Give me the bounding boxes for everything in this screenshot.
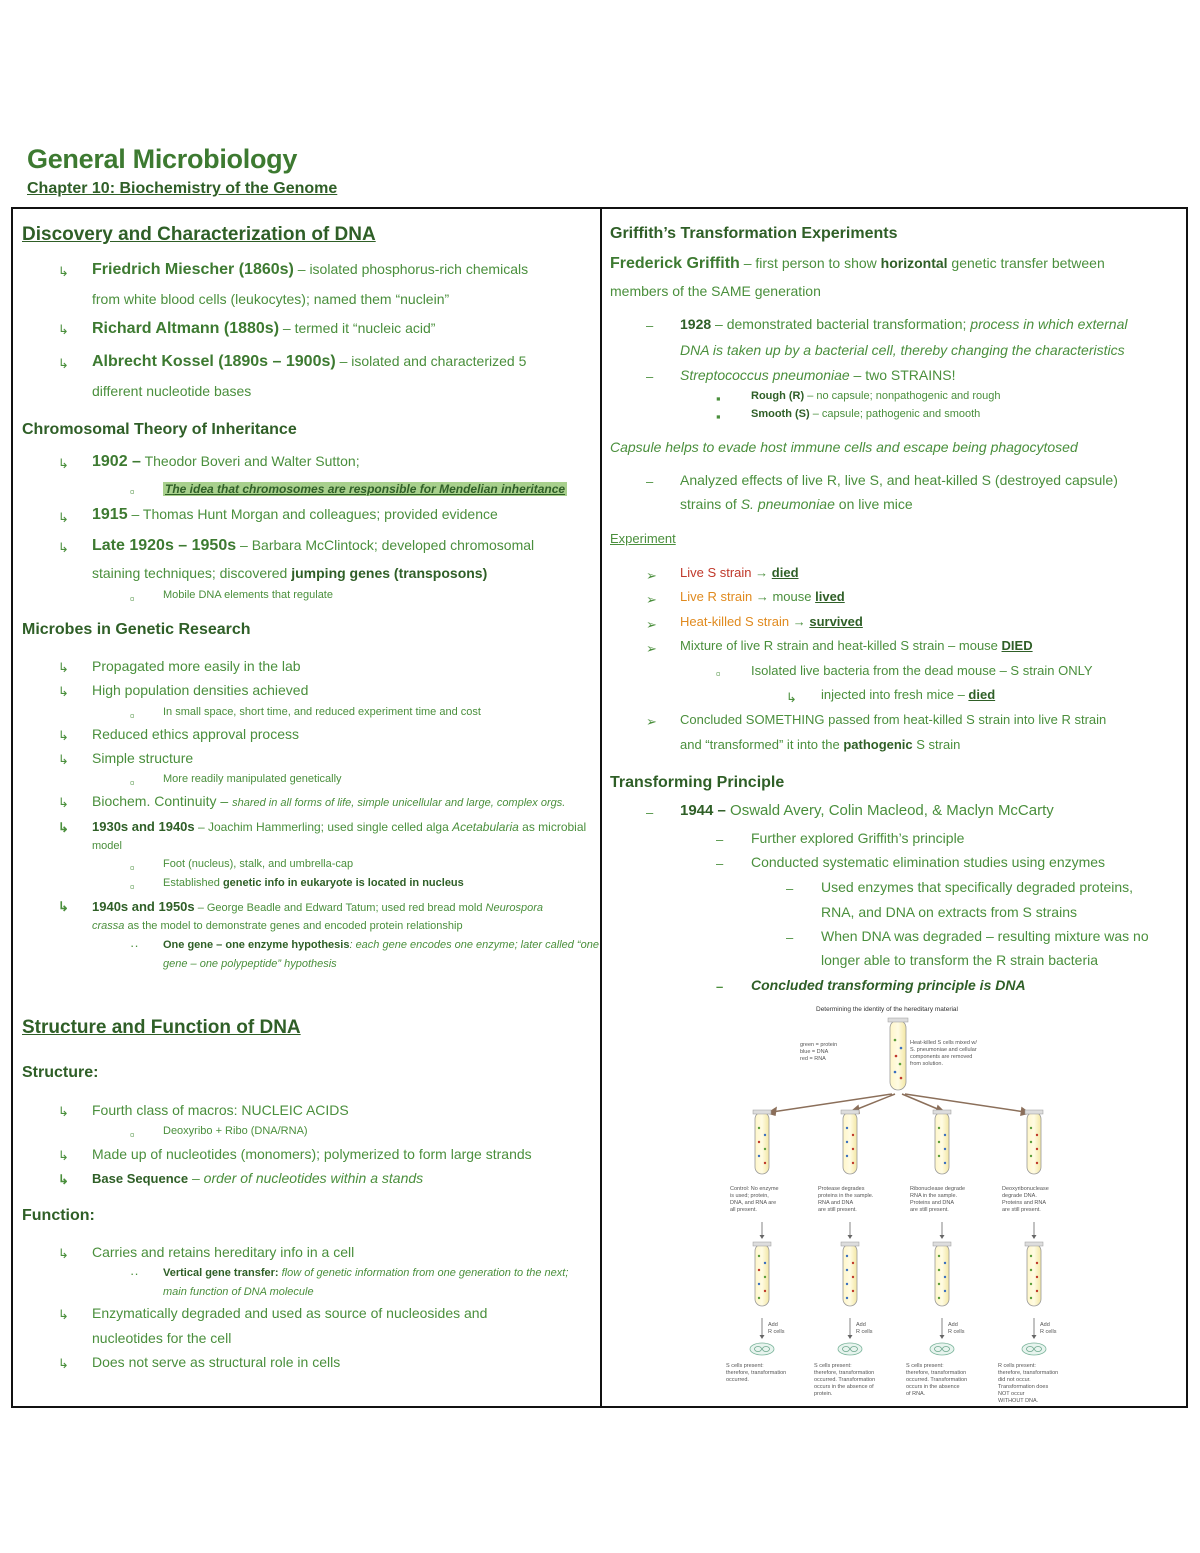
enzyme-caption: Proteins and DNA: [910, 1200, 955, 1206]
sub-item: Smooth (S) – capsule; pathogenic and smooth: [751, 408, 981, 420]
figure-captions: [726, 1186, 1058, 1404]
dash-bullet-icon: –: [716, 979, 724, 994]
add-r-cells-label: Add: [1040, 1322, 1050, 1328]
sub-item: Further explored Griffith’s principle: [751, 830, 965, 846]
experiment-item: Mixture of live R strain and heat-killed S strain – mouse DIED: [680, 638, 1033, 653]
microbes-heading: Microbes in Genetic Research: [22, 621, 251, 638]
arrow-bullet-icon: ↳: [58, 660, 69, 675]
square-bullet-icon: ▫: [130, 775, 135, 790]
sub-item: Vertical gene transfer: flow of genetic information from one generation to the next;: [163, 1267, 569, 1279]
dash-bullet-icon: ··: [130, 938, 139, 953]
r-cell-tube: [841, 1242, 859, 1306]
enzyme-caption: Control: No enzyme: [730, 1186, 779, 1192]
down-arrow: [940, 1222, 945, 1239]
add-r-cells-label: R cells: [856, 1329, 873, 1335]
down-arrow: [1032, 1222, 1037, 1239]
conclusion-item-continued: and “transformed” it into the pathogenic S strain: [680, 737, 961, 752]
avery-experiment-figure: [720, 1000, 1100, 1405]
enzyme-caption: RNA and DNA: [818, 1200, 854, 1206]
paragraph-continued: members of the SAME generation: [610, 283, 821, 299]
dash-bullet-icon: –: [646, 318, 654, 333]
list-item: 1940s and 1950s – George Beadle and Edward Tatum; used red bread mold Neurospora: [92, 899, 543, 914]
experiment-sub-item: Isolated live bacteria from the dead mouse – S strain ONLY: [751, 663, 1093, 678]
enzyme-caption: DNA, and RNA are: [730, 1200, 777, 1206]
list-item: Streptococcus pneumoniae – two STRAINS!: [680, 367, 956, 383]
arrow-bullet-icon: ↳: [58, 510, 69, 525]
legend-rna: red = RNA: [800, 1056, 826, 1062]
document-title: General Microbiology: [27, 144, 298, 174]
arrow-bullet-icon: ➢: [646, 568, 657, 583]
square-bullet-icon: ▫: [130, 1127, 135, 1142]
sub-sub-item: When DNA was degraded – resulting mixture was no: [821, 928, 1149, 944]
list-item-continued: different nucleotide bases: [92, 383, 252, 399]
arrow-bullet-icon: ➢: [646, 714, 657, 729]
list-item: Albrecht Kossel (1890s – 1900s) – isolated and characterized 5: [92, 353, 527, 370]
result-caption: S cells present:: [814, 1363, 852, 1369]
list-item: Simple structure: [92, 750, 194, 766]
square-bullet-icon: ▫: [130, 860, 135, 875]
arrow-bullet-icon: ↳: [58, 540, 69, 555]
conclusion-item: Concluded SOMETHING passed from heat-killed S strain into live R strain: [680, 712, 1107, 727]
sub-item: Foot (nucleus), stalk, and umbrella-cap: [163, 858, 354, 870]
source-tube: [888, 1018, 908, 1090]
add-r-cells-label: Add: [948, 1322, 958, 1328]
down-arrow: [848, 1318, 853, 1339]
r-cell-tube: [753, 1242, 771, 1306]
enzyme-caption: Proteins and RNA: [1002, 1200, 1047, 1206]
sub-item: Mobile DNA elements that regulate: [163, 589, 333, 601]
list-item: Does not serve as structural role in cells: [92, 1354, 341, 1370]
dash-bullet-icon: ··: [130, 1266, 139, 1281]
arrow-bullet-icon: ↳: [58, 1246, 69, 1261]
sub-item-continued: gene – one polypeptide” hypothesis: [163, 958, 337, 970]
dash-bullet-icon: ▪: [716, 391, 721, 406]
dash-bullet-icon: –: [646, 474, 654, 489]
arrow-bullet-icon: ↳: [58, 1172, 69, 1187]
square-bullet-icon: ▫: [130, 484, 135, 499]
sub-item: Deoxyribo + Ribo (DNA/RNA): [163, 1125, 308, 1137]
figure-title: Determining the identity of the hereditary material: [816, 1006, 958, 1013]
list-item: 1902 – Theodor Boveri and Walter Sutton;: [92, 453, 360, 470]
experiment-label: Experiment: [610, 531, 676, 546]
add-r-cells-label: Add: [856, 1322, 866, 1328]
enzyme-caption: are still present.: [1002, 1207, 1041, 1213]
figure-note: components are removed: [910, 1054, 973, 1060]
griffith-heading: Griffith’s Transformation Experiments: [610, 225, 898, 242]
dash-bullet-icon: ▪: [716, 409, 721, 424]
chromosomal-heading: Chromosomal Theory of Inheritance: [22, 421, 297, 438]
result-caption: therefore, transformation: [998, 1370, 1059, 1376]
list-item: High population densities achieved: [92, 682, 309, 698]
list-item: 1930s and 1940s – Joachim Hammerling; used single celled alga Acetabularia as microbial: [92, 819, 587, 834]
add-r-cells-label: R cells: [1040, 1329, 1057, 1335]
result-caption: occurred. Transformation: [814, 1377, 876, 1383]
arrow-bullet-icon: ↳: [58, 1307, 69, 1322]
list-item: Enzymatically degraded and used as source of nucleosides and: [92, 1305, 488, 1321]
list-item: Analyzed effects of live R, live S, and heat-killed S (destroyed capsule): [680, 472, 1118, 488]
list-item-continued: model: [92, 840, 122, 852]
dash-bullet-icon: –: [786, 930, 794, 945]
arrow-bullet-icon: ➢: [646, 641, 657, 656]
list-item: 1944 – Oswald Avery, Colin Macleod, & Maclyn McCarty: [680, 802, 1054, 819]
list-item: Biochem. Continuity – shared in all forms of life, simple unicellular and large, complex orgs.: [92, 793, 566, 809]
sub-item: One gene – one enzyme hypothesis: each gene encodes one enzyme; later called “one: [163, 939, 599, 951]
list-item: Late 1920s – 1950s – Barbara McClintock; developed chromosomal: [92, 537, 535, 554]
list-item: Carries and retains hereditary info in a cell: [92, 1244, 355, 1260]
sub-item-conclusion: Concluded transforming principle is DNA: [751, 977, 1026, 993]
result-caption: NOT occur: [998, 1391, 1025, 1397]
result-caption: R cells present:: [998, 1363, 1036, 1369]
add-r-cells-label: R cells: [768, 1329, 785, 1335]
petri-dish: [1022, 1343, 1046, 1355]
result-caption: WITHOUT DNA.: [998, 1398, 1039, 1404]
list-item-continued: strains of S. pneumoniae on live mice: [680, 496, 913, 512]
arrow-bullet-icon: ➢: [646, 592, 657, 607]
arrow-bullet-icon: ↳: [786, 690, 797, 705]
dash-bullet-icon: –: [716, 832, 724, 847]
enzyme-caption: proteins in the sample.: [818, 1193, 874, 1199]
arrow-bullet-icon: ➢: [646, 617, 657, 632]
arrow-bullet-icon: ↳: [58, 264, 69, 279]
arrow-bullet-icon: ↳: [58, 899, 69, 914]
arrow-bullet-icon: ↳: [58, 1356, 69, 1371]
dash-bullet-icon: –: [646, 369, 654, 384]
sub-item: Rough (R) – no capsule; nonpathogenic and rough: [751, 390, 1001, 402]
arrow-bullet-icon: ↳: [58, 728, 69, 743]
arrow-bullet-icon: ↳: [58, 356, 69, 371]
arrow-bullet-icon: ↳: [58, 1104, 69, 1119]
sub-item-continued: main function of DNA molecule: [163, 1286, 314, 1298]
square-bullet-icon: ▫: [716, 666, 721, 681]
sub-item: Conducted systematic elimination studies using enzymes: [751, 854, 1106, 870]
enzyme-caption: are still present.: [910, 1207, 949, 1213]
petri-dish: [930, 1343, 954, 1355]
result-caption: S cells present:: [726, 1363, 764, 1369]
arrow-bullet-icon: ↳: [58, 322, 69, 337]
result-caption: occurs in the absence: [906, 1384, 960, 1390]
r-cell-tubes: [750, 1222, 1046, 1355]
enzyme-caption: is used; protein,: [730, 1193, 769, 1199]
petri-dish: [838, 1343, 862, 1355]
square-bullet-icon: ▫: [130, 879, 135, 894]
column-divider: [600, 207, 602, 1408]
list-item: Friedrich Miescher (1860s) – isolated phosphorus-rich chemicals: [92, 261, 529, 278]
enzyme-caption: degrade DNA.: [1002, 1193, 1037, 1199]
result-caption: protein.: [814, 1391, 833, 1397]
sub-sub-item-continued: RNA, and DNA on extracts from S strains: [821, 904, 1077, 920]
structure-heading: Structure and Function of DNA: [22, 1017, 301, 1038]
result-caption: occurred.: [726, 1377, 749, 1383]
discovery-heading: Discovery and Characterization of DNA: [22, 224, 376, 245]
result-caption: of RNA.: [906, 1391, 926, 1397]
figure-note: Heat-killed S cells mixed w/: [910, 1040, 977, 1046]
function-subheading: Function:: [22, 1207, 95, 1224]
result-caption: therefore, transformation: [906, 1370, 967, 1376]
down-arrow: [1032, 1318, 1037, 1339]
enzyme-tubes: [753, 1110, 1043, 1174]
enzyme-caption: all present.: [730, 1207, 757, 1213]
experiment-item: Live R strain → mouse lived: [680, 589, 845, 604]
arrow-bullet-icon: ↳: [58, 795, 69, 810]
list-item: Fourth class of macros: NUCLEIC ACIDS: [92, 1102, 349, 1118]
enzyme-tube: [753, 1110, 771, 1174]
figure-note: from solution.: [910, 1061, 944, 1067]
enzyme-caption: Protease degrades: [818, 1186, 865, 1192]
sub-item: More readily manipulated genetically: [163, 773, 342, 785]
chapter-title: Chapter 10: Biochemistry of the Genome: [27, 180, 338, 197]
branch-arrows: [768, 1094, 1029, 1115]
result-caption: Transformation does: [998, 1384, 1049, 1390]
transforming-principle-heading: Transforming Principle: [610, 774, 785, 791]
result-caption: therefore, transformation: [814, 1370, 875, 1376]
list-item-continued: nucleotides for the cell: [92, 1330, 232, 1346]
enzyme-tube: [1025, 1110, 1043, 1174]
sub-item: Established genetic info in eukaryote is located in nucleus: [163, 877, 464, 889]
highlighted-sub-item: The idea that chromosomes are responsible for Mendelian inheritance: [165, 482, 566, 496]
down-arrow: [760, 1222, 765, 1239]
result-caption: therefore, transformation: [726, 1370, 787, 1376]
sub-sub-item-continued: longer able to transform the R strain bacteria: [821, 952, 1099, 968]
add-r-cells-label: Add: [768, 1322, 778, 1328]
list-item: Richard Altmann (1880s) – termed it “nucleic acid”: [92, 320, 436, 337]
dash-bullet-icon: –: [786, 881, 794, 896]
enzyme-caption: Deoxyribonuclease: [1002, 1186, 1049, 1192]
result-caption: did not occur.: [998, 1377, 1031, 1383]
result-caption: occurred. Transformation: [906, 1377, 968, 1383]
list-item-continued: DNA is taken up by a bacterial cell, thereby changing the characteristics: [680, 342, 1125, 358]
experiment-sub-sub-item: injected into fresh mice – died: [821, 687, 996, 702]
enzyme-tube: [841, 1110, 859, 1174]
r-cell-tube: [1025, 1242, 1043, 1306]
sub-item: In small space, short time, and reduced experiment time and cost: [163, 706, 481, 718]
arrow-bullet-icon: ↳: [58, 820, 69, 835]
result-caption: S cells present:: [906, 1363, 944, 1369]
enzyme-caption: are still present.: [818, 1207, 857, 1213]
capsule-note: Capsule helps to evade host immune cells and escape being phagocytosed: [610, 439, 1078, 455]
list-item: Base Sequence – order of nucleotides within a stands: [92, 1170, 424, 1186]
legend-dna: blue = DNA: [800, 1049, 829, 1055]
down-arrow: [940, 1318, 945, 1339]
arrow-bullet-icon: ↳: [58, 1148, 69, 1163]
square-bullet-icon: ▫: [130, 591, 135, 606]
arrow-bullet-icon: ↳: [58, 752, 69, 767]
structure-subheading: Structure:: [22, 1064, 99, 1081]
enzyme-caption: Ribonuclease degrade: [910, 1186, 966, 1192]
enzyme-tube: [933, 1110, 951, 1174]
list-item: Reduced ethics approval process: [92, 726, 300, 742]
sub-sub-item: Used enzymes that specifically degraded proteins,: [821, 879, 1134, 895]
list-item-continued: crassa as the model to demonstrate genes and encoded protein relationship: [92, 920, 463, 932]
enzyme-caption: RNA in the sample.: [910, 1193, 958, 1199]
figure-note: S. pneumoniae and cellular: [910, 1047, 977, 1053]
list-item: 1915 – Thomas Hunt Morgan and colleagues; provided evidence: [92, 506, 498, 523]
list-item: Made up of nucleotides (monomers); polymerized to form large strands: [92, 1146, 532, 1162]
dash-bullet-icon: –: [716, 856, 724, 871]
square-bullet-icon: ▫: [130, 708, 135, 723]
down-arrow: [760, 1318, 765, 1339]
list-item: Propagated more easily in the lab: [92, 658, 301, 674]
experiment-item: Live S strain → died: [680, 565, 799, 580]
add-r-cells-label: R cells: [948, 1329, 965, 1335]
experiment-item: Heat-killed S strain → survived: [680, 614, 863, 629]
result-caption: occurs in the absence of: [814, 1384, 874, 1390]
list-item-continued: from white blood cells (leukocytes); named them “nuclein”: [92, 291, 450, 307]
list-item-continued: staining techniques; discovered jumping genes (transposons): [92, 565, 488, 581]
petri-dish: [750, 1343, 774, 1355]
arrow-bullet-icon: ↳: [58, 684, 69, 699]
arrow-bullet-icon: ↳: [58, 456, 69, 471]
paragraph: Frederick Griffith – first person to show horizontal genetic transfer between: [610, 255, 1105, 272]
list-item: 1928 – demonstrated bacterial transformation; process in which external: [680, 316, 1128, 332]
dash-bullet-icon: –: [646, 805, 654, 820]
down-arrow: [848, 1222, 853, 1239]
legend-protein: green = protein: [800, 1042, 838, 1048]
r-cell-tube: [933, 1242, 951, 1306]
